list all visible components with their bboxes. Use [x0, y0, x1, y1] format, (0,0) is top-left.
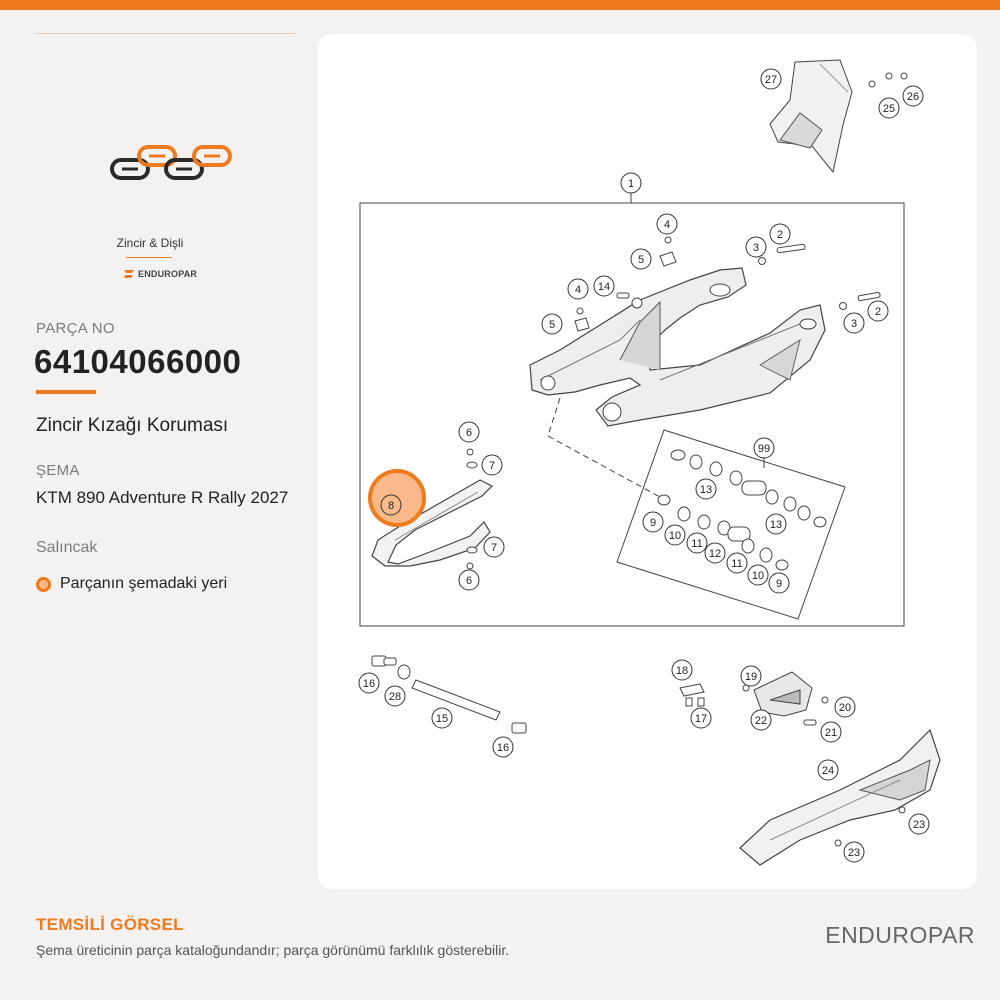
callout-11	[727, 553, 747, 573]
callout-7	[482, 455, 502, 475]
callout-23	[909, 814, 929, 834]
callout-label: 10	[751, 570, 765, 582]
callout-2	[868, 301, 888, 321]
callout-16	[359, 673, 379, 693]
callout-label: 11	[691, 538, 703, 550]
brand-small-text: ENDUROPAR	[138, 269, 198, 279]
callout-label: 16	[362, 678, 376, 690]
callout-label: 23	[912, 819, 926, 831]
chain-guard-part	[740, 730, 940, 865]
callout-3	[844, 313, 864, 333]
chain-logo-icon	[108, 140, 238, 186]
part-name: Zincir Kızağı Koruması	[36, 415, 229, 436]
callout-99	[754, 438, 774, 458]
callout-22	[751, 710, 771, 730]
brand-small	[124, 267, 197, 281]
callout-3	[746, 237, 766, 257]
part-number: 64104066000	[34, 343, 242, 380]
callout-4	[657, 214, 677, 234]
callout-label: 9	[775, 578, 783, 590]
callout-label: 99	[757, 443, 771, 455]
callout-label: 9	[649, 517, 657, 529]
callout-27	[761, 69, 781, 89]
part-no-underline	[36, 390, 96, 394]
callout-1	[621, 173, 641, 193]
callout-label: 26	[906, 91, 920, 103]
callout-9	[643, 512, 663, 532]
callout-4	[568, 279, 588, 299]
footer-note: Şema üreticinin parça kataloğundandır; parça görünümü farklılık gösterebilir.	[36, 942, 510, 958]
callout-13	[766, 514, 786, 534]
callout-label: 5	[637, 254, 645, 266]
part-27-guard	[770, 60, 852, 172]
callout-label: 19	[744, 671, 758, 683]
callout-label: 6	[465, 575, 473, 587]
callout-15	[432, 708, 452, 728]
callout-25	[879, 98, 899, 118]
callout-13	[696, 479, 716, 499]
callout-label: 4	[663, 219, 671, 231]
callout-24	[818, 760, 838, 780]
callout-label: 8	[387, 500, 395, 512]
callout-label: 24	[821, 765, 835, 777]
highlight-ring	[370, 471, 424, 525]
callout-label: 10	[668, 530, 682, 542]
callout-26	[903, 86, 923, 106]
callout-7	[484, 537, 504, 557]
callout-label: 2	[874, 306, 882, 318]
callout-label: 28	[388, 691, 402, 703]
callout-label: 23	[847, 847, 861, 859]
callout-label: 16	[496, 742, 510, 754]
footer-brand: ENDUROPAR	[825, 922, 975, 948]
callout-6	[459, 422, 479, 442]
callout-label: 11	[731, 558, 743, 570]
callout-9	[769, 573, 789, 593]
legend-text: Parçanın şemadaki yeri	[60, 575, 228, 592]
callout-label: 2	[776, 229, 784, 241]
callout-20	[835, 697, 855, 717]
callout-label: 15	[435, 713, 449, 725]
callout-label: 22	[754, 715, 768, 727]
callout-21	[821, 722, 841, 742]
callout-2	[770, 224, 790, 244]
callout-16	[493, 737, 513, 757]
legend	[36, 575, 227, 593]
highlight-dot-icon	[36, 577, 51, 592]
callout-19	[741, 666, 761, 686]
callout-label: 3	[850, 318, 858, 330]
part-no-label: PARÇA NO	[36, 320, 115, 337]
callout-label: 13	[699, 484, 713, 496]
callout-18	[672, 660, 692, 680]
callout-label: 3	[752, 242, 760, 254]
callout-label: 27	[764, 74, 778, 86]
callout-10	[665, 525, 685, 545]
schema-model: KTM 890 Adventure R Rally 2027	[36, 488, 289, 507]
callout-5	[631, 249, 651, 269]
callout-label: 1	[627, 178, 635, 190]
schema-label: ŞEMA	[36, 462, 80, 479]
diagram-panel	[318, 34, 977, 889]
callout-label: 21	[824, 727, 838, 739]
callout-label: 7	[490, 542, 498, 554]
callout-label: 5	[548, 319, 556, 331]
callout-label: 6	[465, 427, 473, 439]
footer-title: TEMSİLİ GÖRSEL	[36, 915, 184, 934]
callout-label: 14	[597, 281, 611, 293]
callout-label: 18	[675, 665, 689, 677]
exploded-parts-diagram	[318, 34, 977, 889]
schema-section: Salıncak	[36, 539, 98, 556]
category-label: Zincir & Dişli	[116, 236, 184, 250]
callout-17	[691, 708, 711, 728]
callout-label: 13	[769, 519, 783, 531]
callout-label: 17	[694, 713, 708, 725]
callout-label: 20	[838, 702, 852, 714]
left-divider	[35, 33, 295, 34]
callout-label: 4	[574, 284, 582, 296]
callout-label: 12	[708, 548, 722, 560]
top-accent-bar	[0, 0, 1000, 10]
callout-5	[542, 314, 562, 334]
category-underline	[126, 257, 172, 258]
enduropar-mark-icon	[124, 269, 134, 279]
callout-28	[385, 686, 405, 706]
callout-23	[844, 842, 864, 862]
callout-12	[705, 543, 725, 563]
callout-10	[748, 565, 768, 585]
callout-11	[687, 533, 707, 553]
callout-14	[594, 276, 614, 296]
callout-label: 7	[488, 460, 496, 472]
callout-6	[459, 570, 479, 590]
callout-label: 25	[882, 103, 896, 115]
